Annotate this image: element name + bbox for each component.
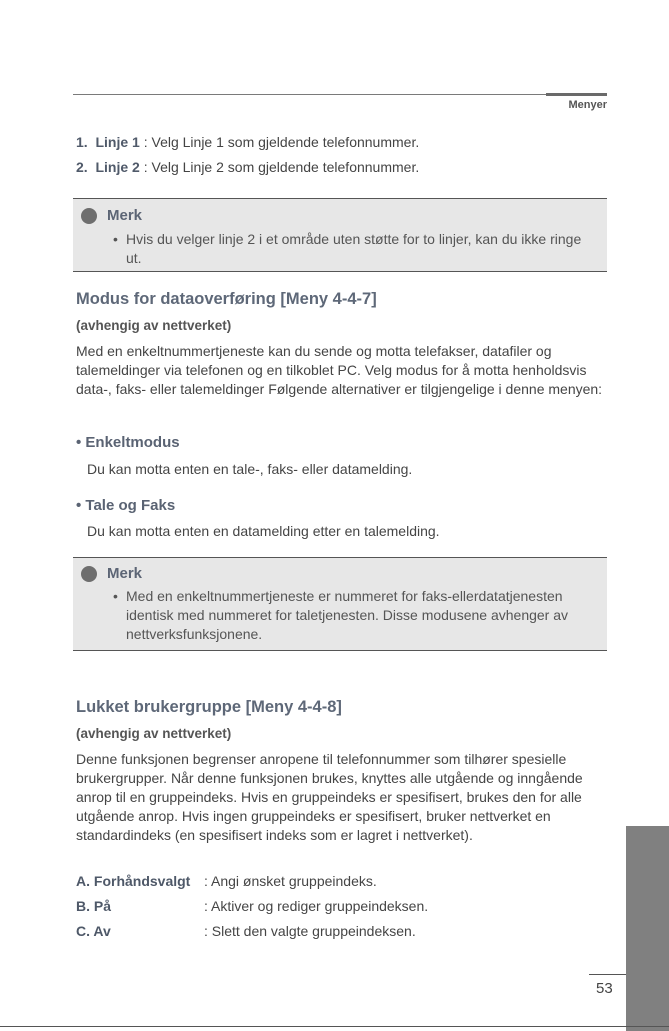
section-body: Denne funksjonen begrenser anropene til telefonnummer som tilhører spesielle brukergrupper. Når denne funksjonen brukes, knyttes alle utgående og inngående anrop til en gruppeindeks. Hvis en gruppeindeks er spesifisert, brukes den for alle utgående anrop. Hvis ingen gruppeindeks er spesifisert, bruker nettverket en standardindeks (en spesifisert indeks som er lagret i nettverket).: [76, 751, 583, 843]
page-number-rule: [589, 974, 626, 975]
note-body: Med en enkeltnummertjeneste er nummeret for faks-ellerdatatjenesten identisk med nummeret for taletjenesten. Disse modusene avhenger av nettverksfunksjonene.: [126, 588, 569, 642]
note-bullet-icon: [81, 566, 97, 582]
line-number: 1.: [76, 134, 88, 150]
section-label: Menyer: [568, 99, 607, 111]
option-key: C. Av: [76, 923, 111, 939]
section-subtitle: (avhengig av nettverket): [76, 318, 232, 333]
section-subtitle: (avhengig av nettverket): [76, 726, 232, 741]
option-value: : Aktiver og rediger gruppeindeksen.: [204, 898, 429, 914]
note-bullet-icon: [81, 208, 97, 224]
header-rule-accent: [546, 93, 607, 96]
line-term: Linje 2: [95, 159, 140, 175]
line-text: : Velg Linje 2 som gjeldende telefonnummer.: [139, 159, 420, 175]
line-number: 2.: [76, 159, 88, 175]
option-key: A. Forhåndsvalgt: [76, 873, 191, 889]
option-key: B. På: [76, 898, 112, 914]
side-tab-marker: [626, 826, 669, 1031]
option-title: • Tale og Faks: [76, 497, 176, 514]
note-text: [113, 587, 593, 644]
header-rule: [73, 94, 607, 95]
section-title: Modus for dataoverføring [Meny 4-4-7]: [76, 290, 377, 308]
note-text: [113, 230, 593, 268]
option-title: • Enkeltmodus: [76, 434, 180, 451]
note-title: Merk: [107, 565, 143, 582]
option-text: Du kan motta enten en datamelding etter en talemelding.: [87, 523, 440, 539]
line-item-2: [76, 158, 419, 176]
line-text: : Velg Linje 1 som gjeldende telefonnummer.: [139, 134, 420, 150]
note-title: Merk: [107, 207, 143, 224]
line-term: Linje 1: [95, 134, 140, 150]
page-number: 53: [596, 980, 613, 997]
note-body: Hvis du velger linje 2 i et område uten støtte for to linjer, kan du ikke ringe ut.: [126, 231, 582, 266]
option-text: Du kan motta enten en tale-, faks- eller datamelding.: [87, 461, 413, 477]
note-bullet: •: [113, 231, 118, 247]
note-box-1: [73, 198, 607, 272]
option-value: : Slett den valgte gruppeindeksen.: [204, 923, 416, 939]
note-bullet: •: [113, 588, 118, 604]
section-body: Med en enkeltnummertjeneste kan du sende og motta telefakser, datafiler og talemeldinger via telefonen og en tilkoblet PC. Velg modus for å motta henholdsvis data-, faks- eller talemeldinger Følgende alternativer er tilgjengelige i denne menyen:: [76, 343, 603, 397]
line-item-1: [76, 133, 419, 151]
section-title: Lukket brukergruppe [Meny 4-4-8]: [76, 698, 342, 716]
note-box-2: [73, 557, 607, 651]
option-value: : Angi ønsket gruppeindeks.: [204, 873, 377, 889]
bottom-rule: [0, 1026, 669, 1027]
